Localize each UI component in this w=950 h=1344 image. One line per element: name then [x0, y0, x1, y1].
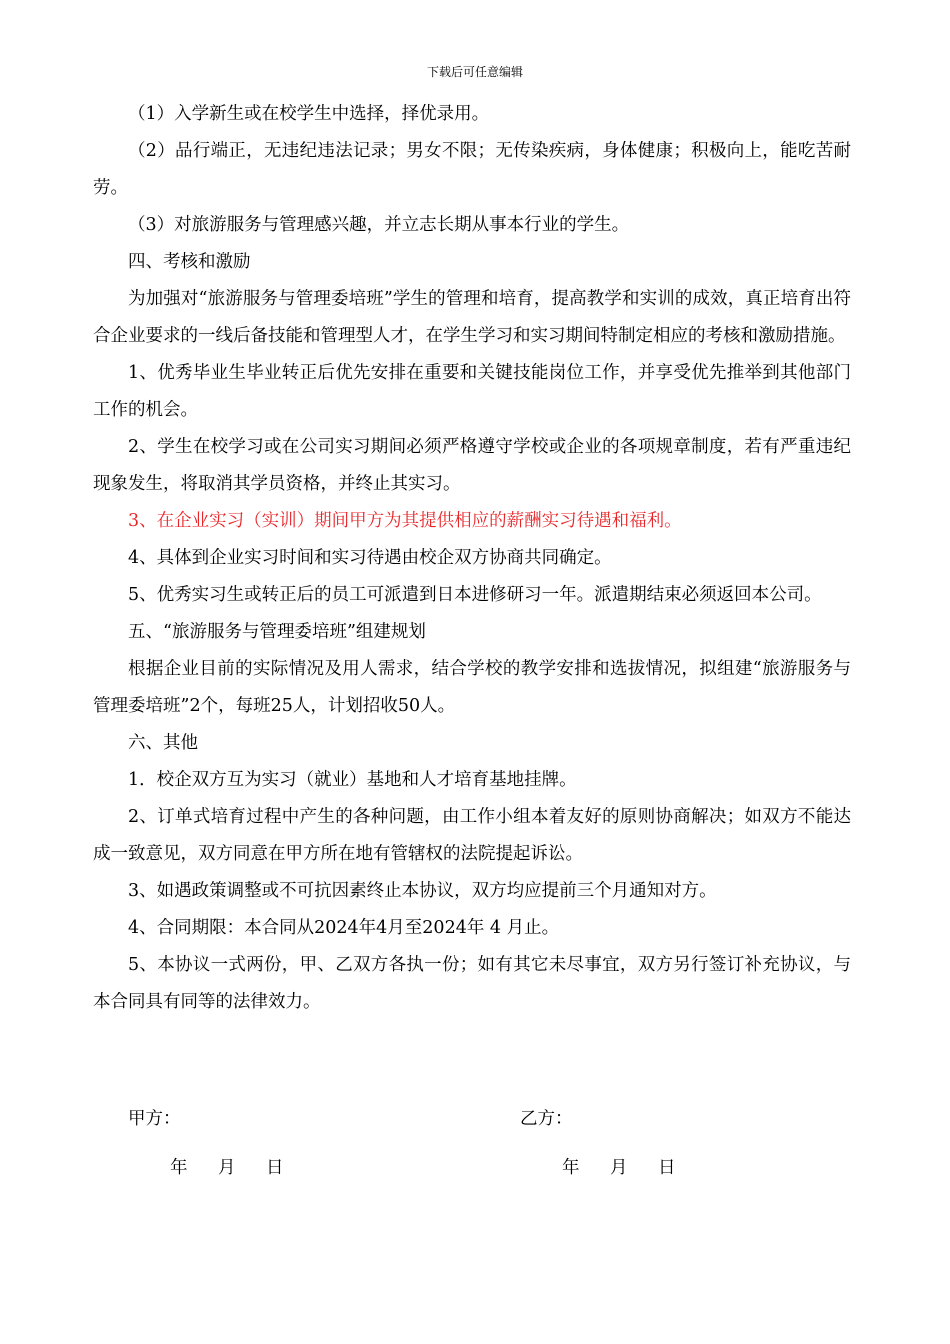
paragraph-selection-1: （1）入学新生或在校学生中选择，择优录用。 — [128, 104, 490, 124]
paragraph-assessment-3-highlight: 3、在企业实习（实训）期间甲方为其提供相应的薪酬实习待遇和福利。 — [128, 511, 682, 531]
paragraph-assessment-intro: 为加强对“旅游服务与管理委培班”学生的管理和培育，提高教学和实训的成效，真正培育出符合企业要求的一线后备技能和管理型人才，在学生学习和实习期间特制定相应的考核和激励措施。 — [93, 289, 851, 346]
paragraph-other-2: 2、订单式培育过程中产生的各种问题，由工作小组本着友好的原则协商解决；如双方不能达成一致意见，双方同意在甲方所在地有管辖权的法院提起诉讼。 — [93, 807, 851, 864]
party-a-label: 甲方： — [128, 1109, 181, 1129]
section-heading-planning: 五、“旅游服务与管理委培班”组建规划 — [128, 622, 426, 642]
paragraph-other-4: 4、合同期限：本合同从2024年4月至2024年 4 月止。 — [128, 918, 560, 938]
paragraph-selection-3: （3）对旅游服务与管理感兴趣，并立志长期从事本行业的学生。 — [128, 215, 630, 235]
paragraph-other-5: 5、本协议一式两份，甲、乙双方各执一份；如有其它未尽事宜，双方另行签订补充协议，与本合同具有同等的法律效力。 — [93, 955, 851, 1012]
paragraph-assessment-4: 4、具体到企业实习时间和实习待遇由校企双方协商共同确定。 — [128, 548, 612, 568]
party-a-date — [170, 1156, 314, 1180]
paragraph-assessment-5: 5、优秀实习生或转正后的员工可派遣到日本进修研习一年。派遣期结束必须返回本公司。 — [128, 585, 822, 605]
page-header-note: 下载后可任意编辑 — [426, 65, 523, 79]
section-heading-assessment: 四、考核和激励 — [128, 252, 251, 272]
party-b-date-day: 日 — [658, 1158, 676, 1178]
paragraph-selection-2: （2）品行端正，无违纪违法记录；男女不限；无传染疾病，身体健康；积极向上，能吃苦耐劳。 — [93, 141, 851, 198]
paragraph-assessment-2: 2、学生在校学习或在公司实习期间必须严格遵守学校或企业的各项规章制度，若有严重违纪现象发生，将取消其学员资格，并终止其实习。 — [93, 437, 851, 494]
party-a-date-year: 年 — [170, 1158, 188, 1178]
paragraph-assessment-1: 1、优秀毕业生毕业转正后优先安排在重要和关键技能岗位工作，并享受优先推举到其他部门工作的机会。 — [93, 363, 851, 420]
party-a-date-month: 月 — [218, 1158, 236, 1178]
party-b-date — [562, 1156, 706, 1180]
party-a-date-day: 日 — [266, 1158, 284, 1178]
paragraph-other-3: 3、如遇政策调整或不可抗因素终止本协议，双方均应提前三个月通知对方。 — [128, 881, 717, 901]
party-b-date-year: 年 — [562, 1158, 580, 1178]
document-body — [93, 96, 851, 1021]
party-b-date-month: 月 — [610, 1158, 628, 1178]
party-b-label: 乙方： — [520, 1109, 573, 1129]
paragraph-other-1: 1．校企双方互为实习（就业）基地和人才培育基地挂牌。 — [128, 770, 577, 790]
section-heading-other: 六、其他 — [128, 733, 198, 753]
paragraph-planning: 根据企业目前的实际情况及用人需求，结合学校的教学安排和选拔情况，拟组建“旅游服务与管理委培班”2个，每班25人，计划招收50人。 — [93, 659, 851, 716]
